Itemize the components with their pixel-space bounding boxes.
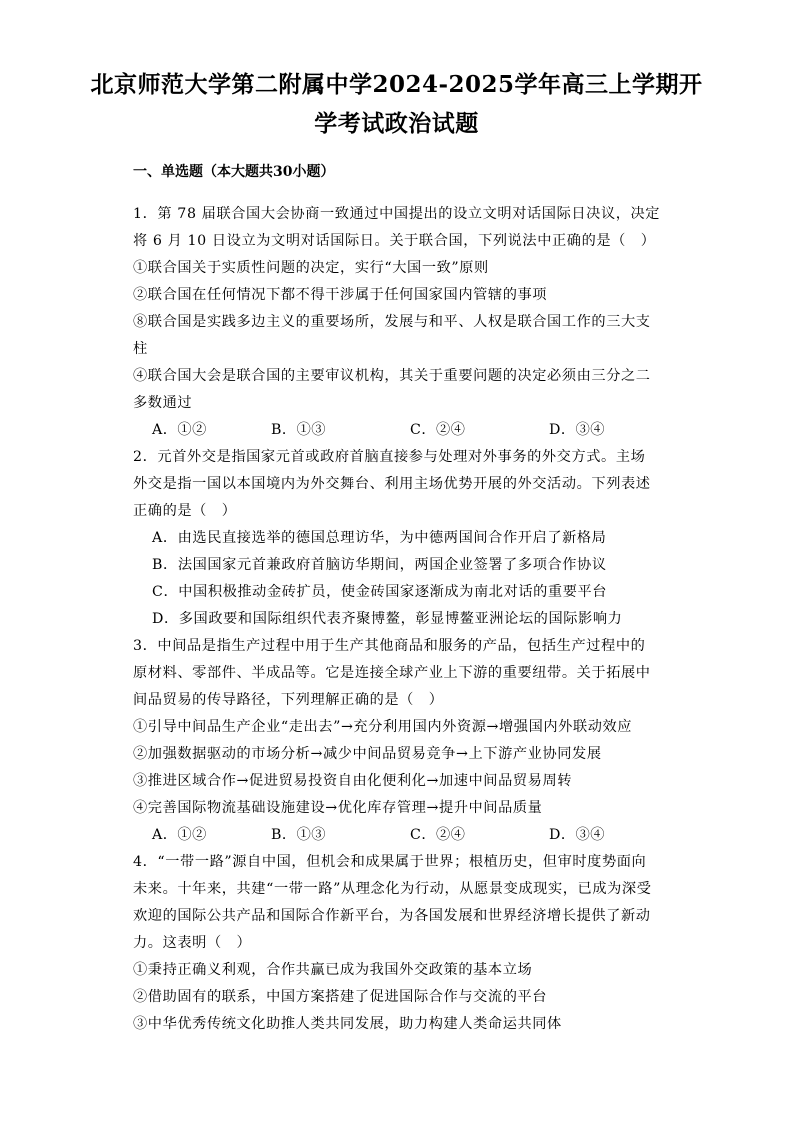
option-d[interactable]: D．③④	[549, 422, 605, 438]
option-d[interactable]: D．多国政要和国际组织代表齐聚博鳌，彰显博鳌亚洲论坛的国际影响力	[152, 611, 623, 627]
answer-options	[152, 825, 632, 845]
option-a[interactable]: A．①②	[152, 827, 207, 843]
statement-line: ③中华优秀传统文化助推人类共同发展，助力构建人类命运共同体	[133, 1016, 562, 1032]
option-c[interactable]: C．中国积极推动金砖扩员，使金砖国家逐渐成为南北对话的重要平台	[152, 584, 608, 600]
option-b[interactable]: B．法国国家元首兼政府首脑访华期间，两国企业签署了多项合作协议	[152, 557, 607, 573]
statement-line: ②加强数据驱动的市场分析→减少中间品贸易竞争→上下游产业协同发展	[133, 746, 602, 762]
option-a[interactable]: A．由选民直接选举的德国总理访华，为中德两国间合作开启了新格局	[152, 530, 607, 546]
option-b[interactable]: B．①③	[271, 422, 326, 438]
option-d[interactable]: D．③④	[549, 827, 605, 843]
question-stem-line: 4．“一带一路”源自中国，但机会和成果属于世界；根植历史，但审时度势面向	[133, 854, 647, 870]
option-c[interactable]: C．②④	[410, 827, 466, 843]
question-stem-line: 1．第 78 届联合国大会协商一致通过中国提出的设立文明对话国际日决议，决定	[133, 206, 661, 222]
statement-line: ①引导中间品生产企业“走出去”→充分利用国内外资源→增强国内外联动效应	[133, 719, 633, 735]
option-b[interactable]: B．①③	[271, 827, 326, 843]
question-stem-line: 将 6 月 10 日设立为文明对话国际日。关于联合国，下列说法中正确的是（ ）	[133, 233, 656, 249]
option-c[interactable]: C．②④	[410, 422, 466, 438]
statement-line: ①秉持正确义利观，合作共赢已成为我国外交政策的基本立场	[133, 962, 533, 978]
statement-line: ⑧联合国是实践多边主义的重要场所，发展与和平、人权是联合国工作的三大支	[133, 314, 651, 330]
statement-line: ①联合国关于实质性问题的决定，实行“大国一致”原则	[133, 260, 489, 276]
statement-line: ②借助固有的联系，中国方案搭建了促进国际合作与交流的平台	[133, 989, 548, 1005]
statement-line: 多数通过	[133, 395, 193, 411]
question-stem-line: 未来。十年来，共建“一带一路”从理念化为行动，从愿景变成现实，已成为深受	[133, 881, 652, 897]
document-title-line-1: 北京师范大学第二附属中学2024-2025学年高三上学期开	[90, 71, 703, 98]
question-stem-line: 2．元首外交是指国家元首或政府首脑直接参与处理对外事务的外交方式。主场	[133, 449, 646, 465]
question-stem-line: 3．中间品是指生产过程中用于生产其他商品和服务的产品，包括生产过程中的	[133, 638, 646, 654]
question-stem-line: 原材料、零部件、半成品等。它是连接全球产业上下游的重要纽带。关于拓展中	[133, 665, 651, 681]
option-a[interactable]: A．①②	[152, 422, 207, 438]
statement-line: 柱	[133, 341, 148, 357]
answer-options	[152, 420, 632, 440]
statement-line: ③推进区域合作→促进贸易投资自由化便利化→加速中间品贸易周转	[133, 773, 573, 789]
question-stem-line: 欢迎的国际公共产品和国际合作新平台，为各国发展和世界经济增长提供了新动	[133, 908, 651, 924]
section-heading: 一、单选题（本大题共30小题）	[133, 164, 335, 180]
statement-line: ④联合国大会是联合国的主要审议机构，其关于重要问题的决定必须由三分之二	[133, 368, 651, 384]
question-stem-line: 力。这表明（ ）	[133, 935, 252, 951]
statement-line: ④完善国际物流基础设施建设→优化库存管理→提升中间品质量	[133, 800, 543, 816]
question-stem-line: 外交是指一国以本国境内为外交舞台、利用主场优势开展的外交活动。下列表述	[133, 476, 651, 492]
question-stem-line: 正确的是（ ）	[133, 503, 237, 519]
document-title-line-2: 学考试政治试题	[314, 110, 479, 137]
statement-line: ②联合国在任何情况下都不得干涉属于任何国家国内管辖的事项	[133, 287, 548, 303]
question-stem-line: 间品贸易的传导路径，下列理解正确的是（ ）	[133, 692, 444, 708]
